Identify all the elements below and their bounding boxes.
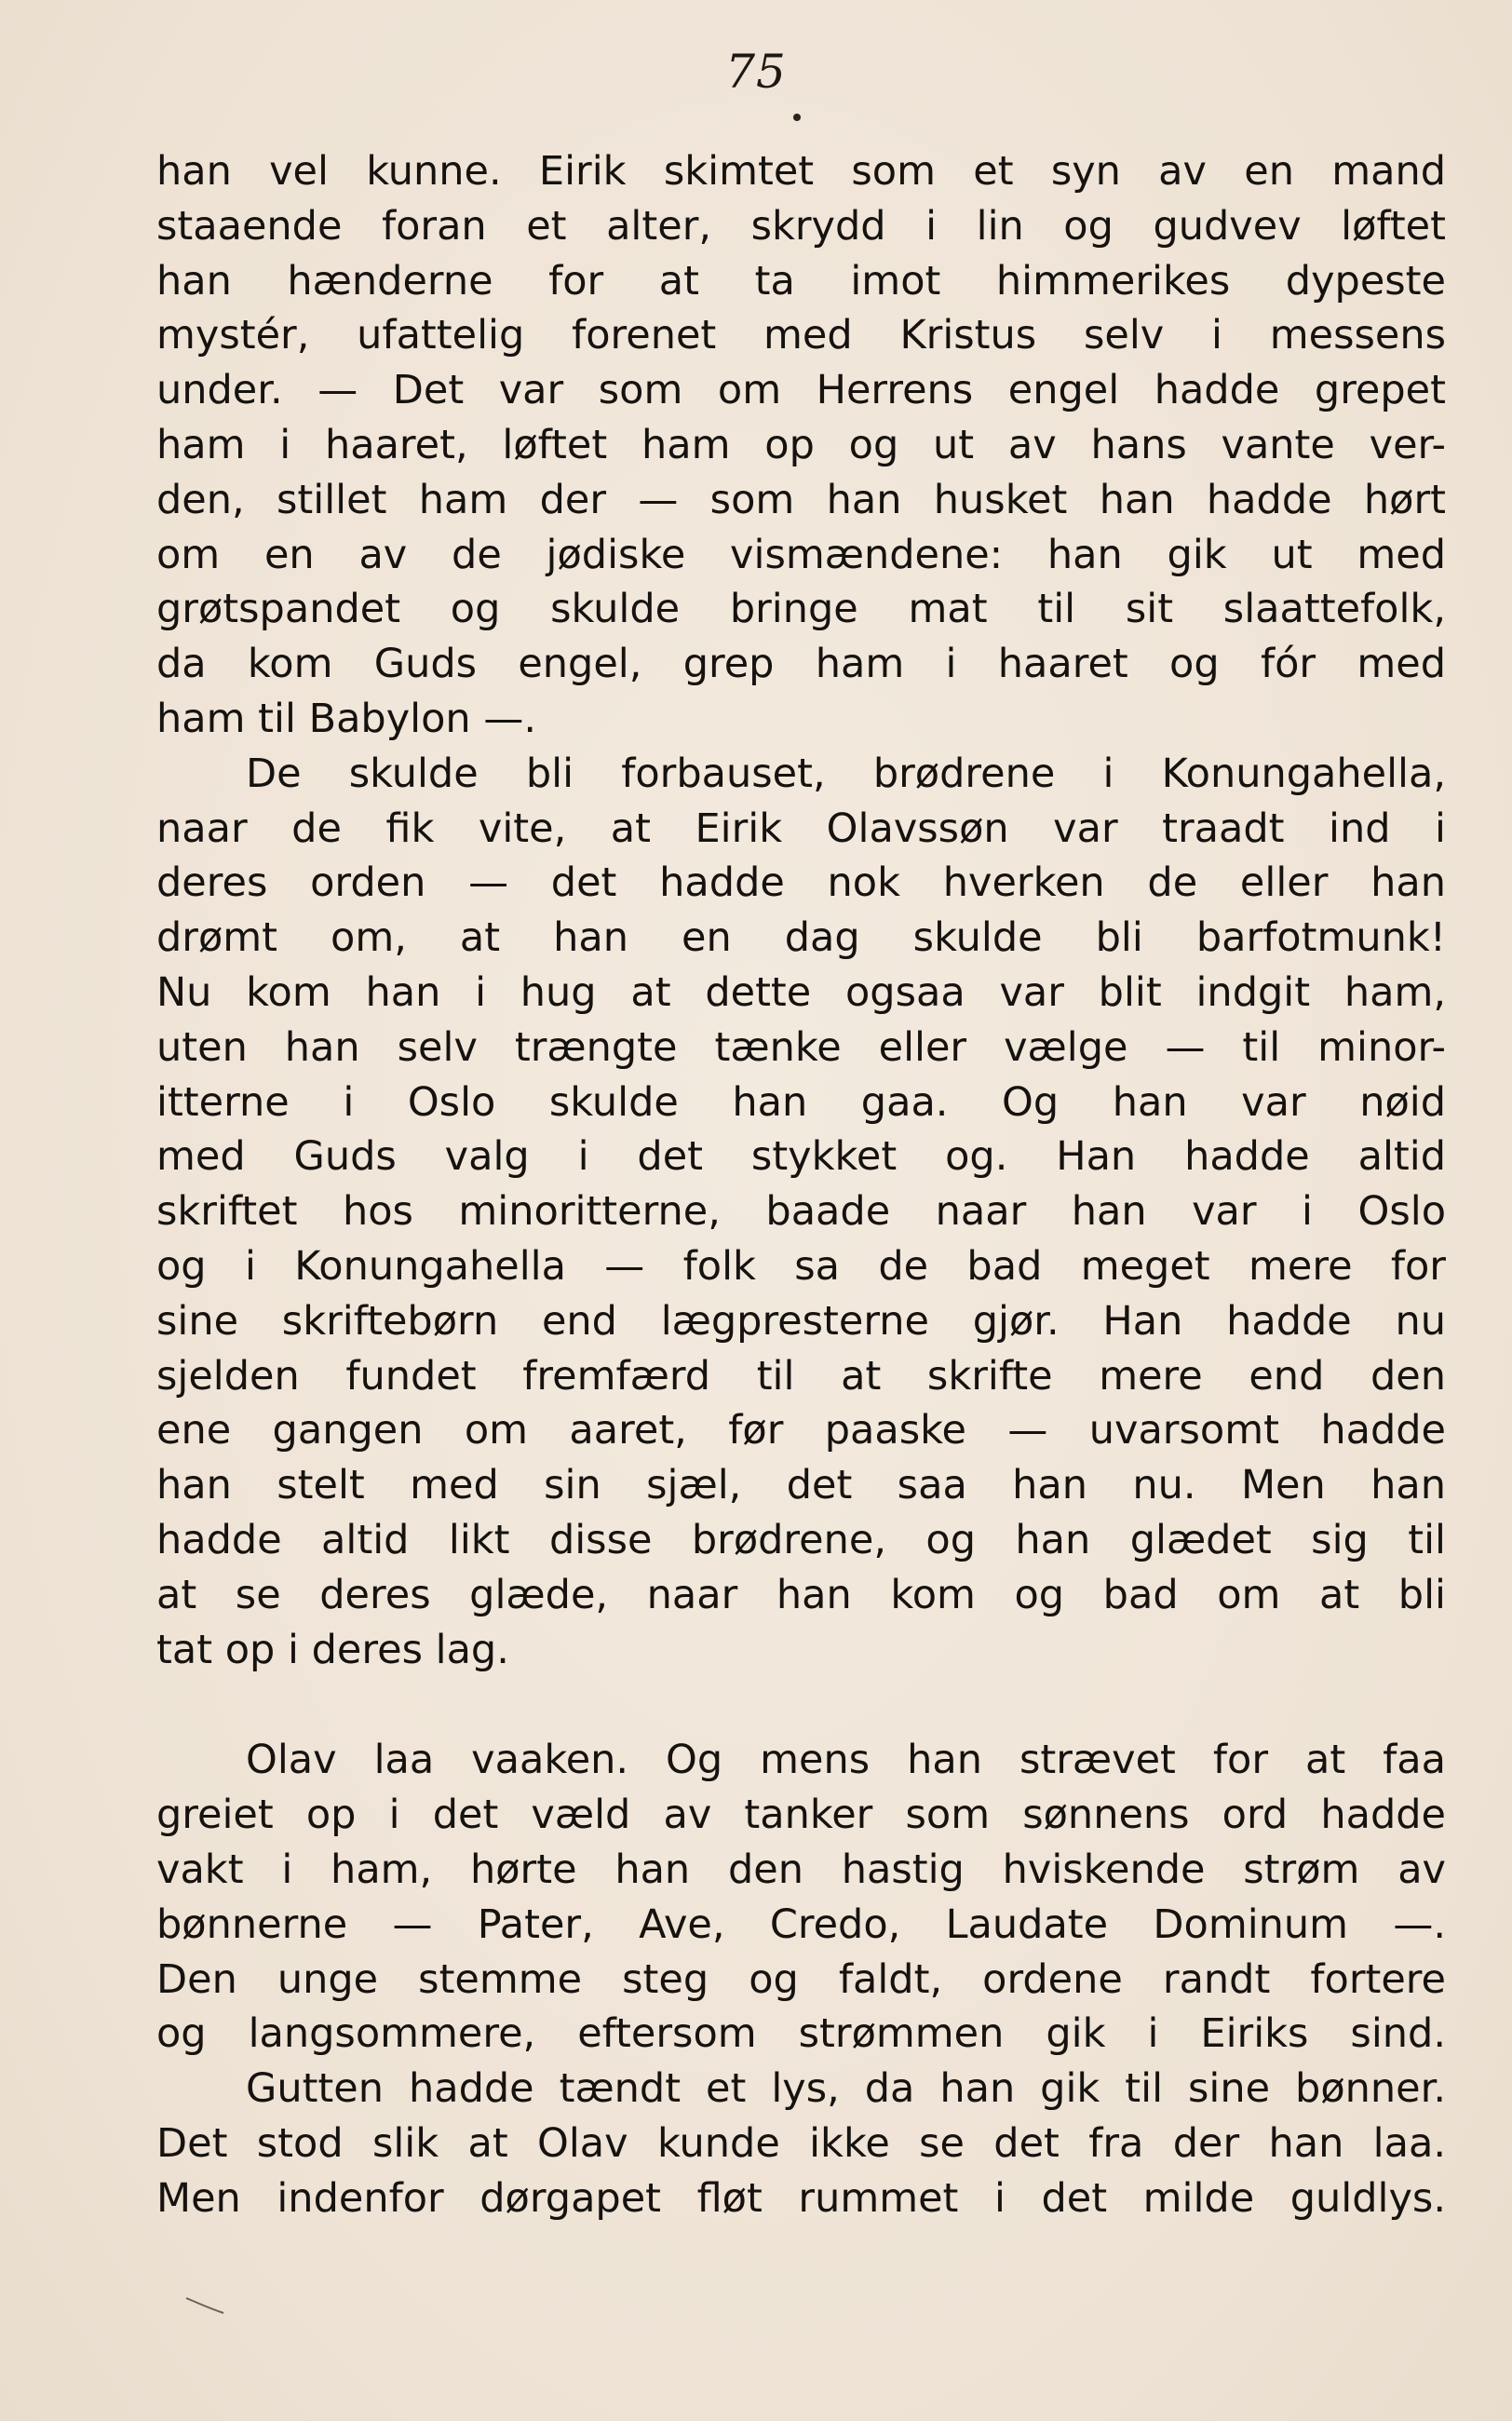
text-line: uten han selv trængte tænke eller vælge — til minor- (156, 1023, 1446, 1071)
text-line: ham i haaret, løftet ham op og ut av hans vante ver- (156, 421, 1446, 468)
text-line: grøtspandet og skulde bringe mat til sit slaattefolk, (156, 586, 1446, 633)
text-line: Gutten hadde tændt et lys, da han gik til sine bønner. (246, 2065, 1446, 2113)
text-line: at se deres glæde, naar han kom og bad om at bli (156, 1571, 1446, 1618)
pencil-mark-icon (184, 2294, 225, 2315)
text-line: om en av de jødiske vismændene: han gik ut med (156, 531, 1446, 578)
text-line: tat op i deres lag. (156, 1626, 509, 1673)
text-line: bønnerne — Pater, Ave, Credo, Laudate Dominum —. (156, 1900, 1446, 1948)
text-line: og i Konungahella — folk sa de bad meget mere for (156, 1242, 1446, 1290)
text-line: mystér, ufattelig forenet med Kristus selv i messens (156, 312, 1446, 359)
text-line: vakt i ham, hørte han den hastig hviskende strøm av (156, 1846, 1446, 1893)
text-line: greiet op i det væld av tanker som sønnens ord hadde (156, 1792, 1446, 1839)
text-line: da kom Guds engel, grep ham i haaret og fór med (156, 641, 1446, 688)
text-line: drømt om, at han en dag skulde bli barfotmunk! (156, 914, 1446, 962)
text-line: sjelden fundet fremfærd til at skrifte mere end den (156, 1352, 1446, 1400)
text-line: deres orden — det hadde nok hverken de eller han (156, 859, 1446, 907)
text-line: han hænderne for at ta imot himmerikes dypeste (156, 257, 1446, 304)
text-line: under. — Det var som om Herrens engel hadde grepet (156, 367, 1446, 414)
paragraph-gap (156, 1677, 1446, 1733)
text-line: han vel kunne. Eirik skimtet som et syn av en mand (156, 148, 1446, 195)
body-text (156, 144, 1446, 2225)
text-line: ene gangen om aaret, før paaske — uvarsomt hadde (156, 1407, 1446, 1454)
text-line: Det stod slik at Olav kunde ikke se det fra der han laa. (156, 2119, 1446, 2167)
text-line: Den unge stemme steg og faldt, ordene randt fortere (156, 1955, 1446, 2003)
text-line: hadde altid likt disse brødrene, og han glædet sig til (156, 1516, 1446, 1563)
text-line: Olav laa vaaken. Og mens han strævet for at faa (246, 1737, 1446, 1784)
text-line: staaende foran et alter, skrydd i lin og gudvev løftet (156, 202, 1446, 250)
paragraph-4 (156, 2062, 1446, 2225)
paragraph-3 (156, 1733, 1446, 2062)
text-line: og langsommere, eftersom strømmen gik i Eiriks sind. (156, 2010, 1446, 2058)
text-line: itterne i Oslo skulde han gaa. Og han var nøid (156, 1078, 1446, 1126)
paragraph-1 (156, 144, 1446, 747)
text-line: den, stillet ham der — som han husket han hadde hørt (156, 476, 1446, 523)
text-line: med Guds valg i det stykket og. Han hadde altid (156, 1133, 1446, 1181)
text-line: Men indenfor dørgapet fløt rummet i det milde guldlys. (156, 2174, 1446, 2222)
text-line: Nu kom han i hug at dette ogsaa var blit indgit ham, (156, 968, 1446, 1016)
text-line: sine skriftebørn end lægpresterne gjør. Han hadde nu (156, 1297, 1446, 1345)
paragraph-2 (156, 747, 1446, 1678)
text-line: skriftet hos minoritterne, baade naar han var i Oslo (156, 1188, 1446, 1236)
page-number: 75 (725, 45, 787, 99)
text-line: han stelt med sin sjæl, det saa han nu. Men han (156, 1462, 1446, 1509)
ink-dot (793, 114, 801, 121)
text-line: De skulde bli forbauset, brødrene i Konungahella, (246, 750, 1446, 797)
text-line: naar de fik vite, at Eirik Olavssøn var traadt ind i (156, 805, 1446, 852)
text-line: ham til Babylon —. (156, 695, 537, 742)
